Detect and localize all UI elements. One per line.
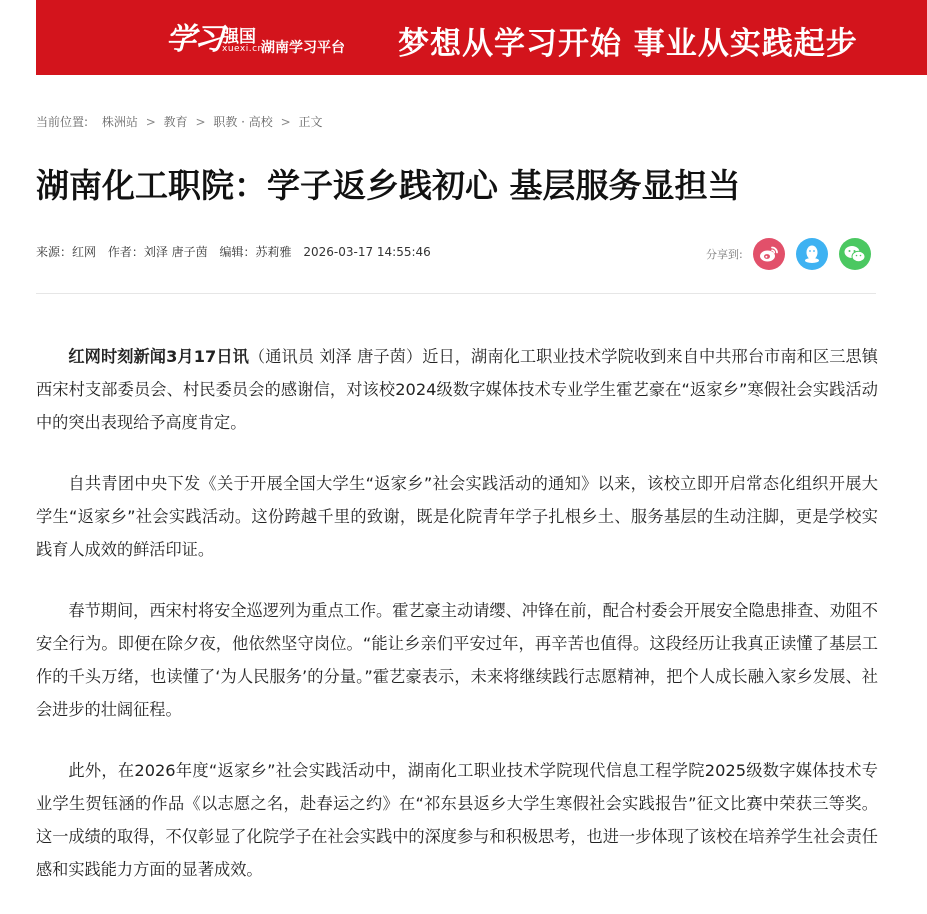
wechat-icon [844, 245, 866, 263]
share-weibo-button[interactable] [753, 238, 785, 270]
article-paragraph: 自共青团中央下发《关于开展全国大学生“返家乡”社会实践活动的通知》以来，该校立即开启常态化组织开展大学生“返家乡”社会实践活动。这份跨越千里的致谢，既是化院青年学子扎根乡土、服务基层的生动注脚，更是学校实践育人成效的鲜活印证。 [36, 474, 878, 559]
weibo-icon [759, 245, 779, 263]
article-title: 湖南化工职院：学子返乡践初心 基层服务显担当 [36, 166, 741, 205]
article-datetime: 2026-03-17 14:55:46 [303, 245, 431, 259]
article-body [36, 340, 878, 914]
meta-divider [36, 293, 876, 294]
xuexi-logo-script[interactable]: 学习 [166, 22, 222, 57]
platform-name: 湖南学习平台 [261, 40, 345, 56]
qq-icon [804, 244, 820, 264]
breadcrumb-item-zhuzhou[interactable]: 株洲站 [101, 115, 138, 129]
article-author: 作者：刘泽 唐子茵 [107, 245, 208, 259]
header-banner [36, 0, 927, 75]
article-paragraph: 春节期间，西宋村将安全巡逻列为重点工作。霍艺豪主动请缨、冲锋在前，配合村委会开展安全隐患排查、劝阻不安全行为。即便在除夕夜，他依然坚守岗位。“能让乡亲们平安过年，再辛苦也值得。这段经历让我真正读懂了基层工作的千头万绪，也读懂了‘为人民服务’的分量。”霍艺豪表示，未来将继续践行志愿精神，把个人成长融入家乡发展、社会进步的壮阔征程。 [36, 601, 878, 719]
xuexi-logo-domain: xuexi.cn [222, 44, 264, 54]
article-editor: 编辑：苏莉雅 [219, 245, 292, 259]
article-paragraph-text: （通讯员 刘泽 唐子茵）近日，湖南化工职业技术学院收到来自中共邢台市南和区三思镇西宋村支部委员会、村民委员会的感谢信，对该校2024级数字媒体技术专业学生霍艺豪在“返家乡”寒假社会实践活动中的突出表现给予高度肯定。 [36, 347, 878, 432]
breadcrumb-item-education[interactable]: 教育 [163, 115, 188, 129]
share-bar [706, 238, 882, 270]
article-source: 来源：红网 [36, 245, 97, 259]
banner-slogan: 梦想从学习开始 事业从实践起步 [398, 26, 858, 62]
breadcrumb-separator: > [195, 115, 206, 129]
share-label: 分享到: [706, 248, 743, 261]
share-wechat-button[interactable] [839, 238, 871, 270]
breadcrumb-item-current: 正文 [298, 115, 323, 129]
xuexi-logo-brand[interactable]: 强国 [222, 27, 256, 47]
breadcrumb [36, 113, 323, 130]
breadcrumb-separator: > [145, 115, 156, 129]
article-paragraph [36, 340, 878, 439]
article-lead: 红网时刻新闻3月17日讯 [68, 347, 249, 366]
breadcrumb-separator: > [280, 115, 291, 129]
breadcrumb-item-vocational[interactable]: 职教 · 高校 [213, 115, 273, 129]
article-meta [36, 243, 439, 260]
share-qq-button[interactable] [796, 238, 828, 270]
article-paragraph: 此外，在2026年度“返家乡”社会实践活动中，湖南化工职业技术学院现代信息工程学院2025级数字媒体技术专业学生贺钰涵的作品《以志愿之名，赴春运之约》在“祁东县返乡大学生寒假社会实践报告”征文比赛中荣获三等奖。这一成绩的取得，不仅彰显了化院学子在社会实践中的深度参与和积极思考，也进一步体现了该校在培养学生社会责任感和实践能力方面的显著成效。 [36, 761, 878, 879]
breadcrumb-label: 当前位置: [36, 115, 89, 129]
